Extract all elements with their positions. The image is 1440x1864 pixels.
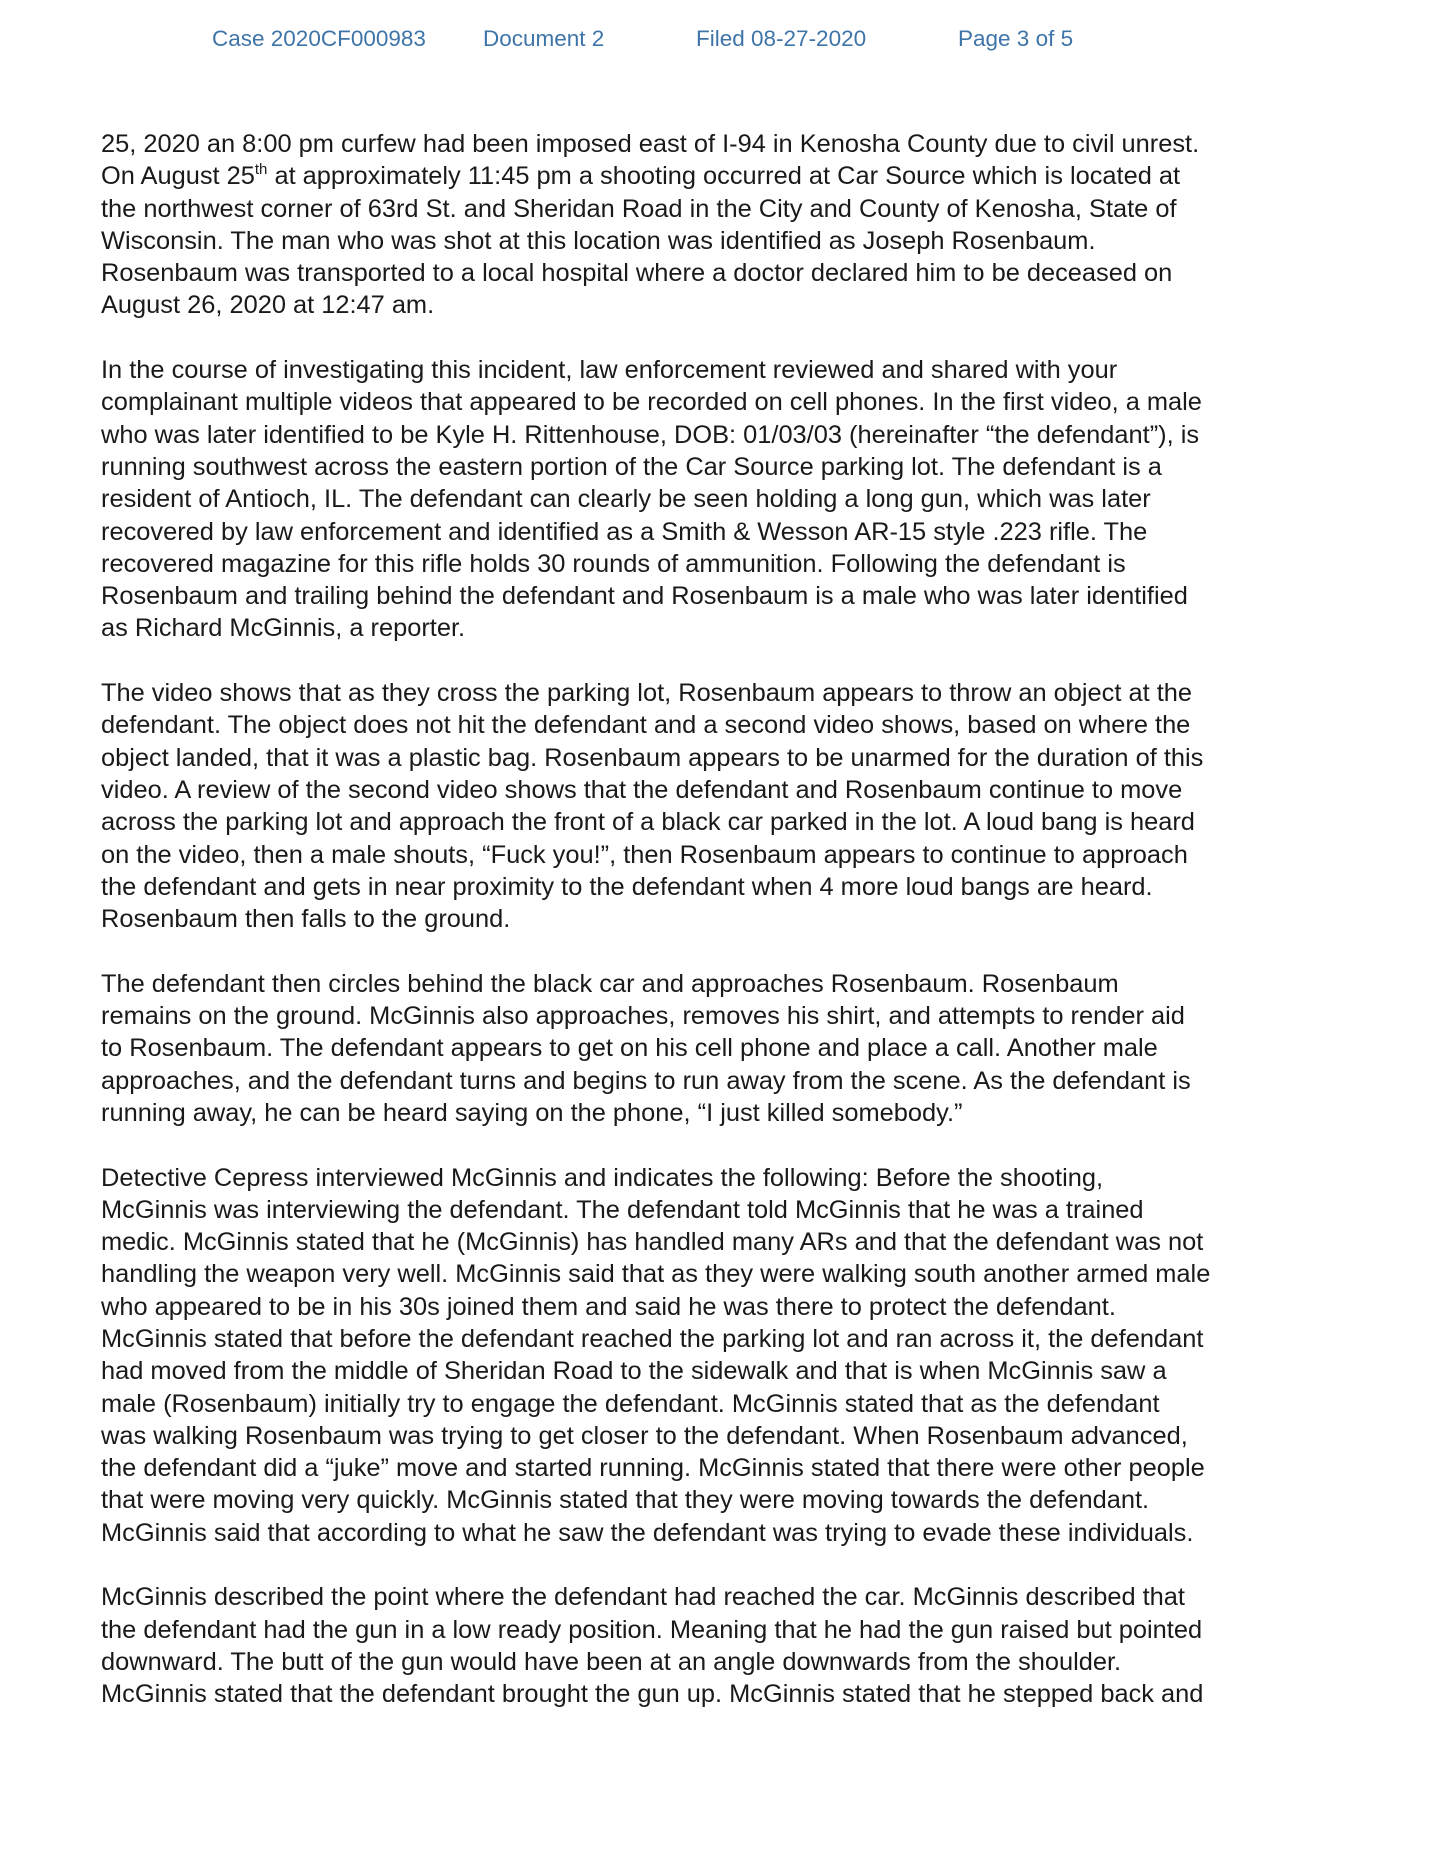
text-line: 25, 2020 an 8:00 pm curfew had been imposed east of I-94 in Kenosha County due to civil unrest. xyxy=(101,130,1200,158)
text-line: McGinnis was interviewing the defendant. The defendant told McGinnis that he was a trained xyxy=(101,1195,1144,1224)
text-line: had moved from the middle of Sheridan Road to the sidewalk and that is when McGinnis saw a xyxy=(101,1357,1167,1386)
text-line: approaches, and the defendant turns and begins to run away from the scene. As the defendant is xyxy=(101,1066,1191,1095)
text-line: McGinnis stated that the defendant brought the gun up. McGinnis stated that he stepped back and xyxy=(101,1680,1204,1709)
text-line: the defendant had the gun in a low ready position. Meaning that he had the gun raised but pointed xyxy=(101,1615,1203,1644)
paragraph xyxy=(101,968,1349,1129)
text-line: recovered by law enforcement and identified as a Smith & Wesson AR-15 style .223 rifle. The xyxy=(101,517,1148,546)
text-line: Wisconsin. The man who was shot at this location was identified as Joseph Rosenbaum. xyxy=(101,226,1096,255)
paragraph xyxy=(101,128,1349,322)
text-line: In the course of investigating this incident, law enforcement reviewed and shared with your xyxy=(101,356,1118,385)
text-line: video. A review of the second video shows that the defendant and Rosenbaum continue to move xyxy=(101,775,1183,804)
text-line: recovered magazine for this rifle holds 30 rounds of ammunition. Following the defendant is xyxy=(101,549,1126,578)
text-line: was walking Rosenbaum was trying to get closer to the defendant. When Rosenbaum advanced, xyxy=(101,1421,1188,1450)
text-line: who was later identified to be Kyle H. Rittenhouse, DOB: 01/03/03 (hereinafter “the defendant”), is xyxy=(101,420,1200,449)
page-number: Page 3 of 5 xyxy=(958,26,1074,51)
ordinal-suffix: th xyxy=(254,161,268,179)
text-line: Rosenbaum and trailing behind the defendant and Rosenbaum is a male who was later identified xyxy=(101,582,1188,611)
text-line: to Rosenbaum. The defendant appears to get on his cell phone and place a call. Another male xyxy=(101,1034,1158,1063)
text-line: medic. McGinnis stated that he (McGinnis) has handled many ARs and that the defendant was not xyxy=(101,1228,1204,1257)
text-line: resident of Antioch, IL. The defendant can clearly be seen holding a long gun, which was later xyxy=(101,485,1151,514)
text-line: the defendant did a “juke” move and started running. McGinnis stated that there were other people xyxy=(101,1454,1205,1483)
text-line: that were moving very quickly. McGinnis stated that they were moving towards the defendant. xyxy=(101,1486,1150,1515)
text-line: across the parking lot and approach the front of a black car parked in the lot. A loud bang is heard xyxy=(101,808,1195,837)
text-line: The video shows that as they cross the parking lot, Rosenbaum appears to throw an object at the xyxy=(101,679,1193,708)
text-line: McGinnis said that according to what he saw the defendant was trying to evade these individuals. xyxy=(101,1518,1194,1547)
paragraph xyxy=(101,677,1349,935)
text-line: August 26, 2020 at 12:47 am. xyxy=(101,291,435,320)
text-line: male (Rosenbaum) initially try to engage the defendant. McGinnis stated that as the defendant xyxy=(101,1389,1160,1418)
text-line xyxy=(101,160,1349,192)
document-body xyxy=(101,128,1349,1743)
text-line: Detective Cepress interviewed McGinnis and indicates the following: Before the shooting, xyxy=(101,1163,1104,1192)
text-line: handling the weapon very well. McGinnis said that as they were walking south another armed male xyxy=(101,1260,1211,1289)
text-line: remains on the ground. McGinnis also approaches, removes his shirt, and attempts to render aid xyxy=(101,1002,1185,1031)
text-line: the northwest corner of 63rd St. and Sheridan Road in the City and County of Kenosha, State of xyxy=(101,194,1177,223)
case-number: Case 2020CF000983 xyxy=(212,26,426,51)
text-line: on the video, then a male shouts, “Fuck you!”, then Rosenbaum appears to continue to approach xyxy=(101,840,1188,869)
paragraph xyxy=(101,1162,1349,1550)
text-line: McGinnis described the point where the defendant had reached the car. McGinnis described that xyxy=(101,1583,1185,1612)
text-line: Rosenbaum then falls to the ground. xyxy=(101,905,511,934)
text-line: object landed, that it was a plastic bag. Rosenbaum appears to be unarmed for the duration of this xyxy=(101,743,1204,772)
text-line: downward. The butt of the gun would have been at an angle downwards from the shoulder. xyxy=(101,1647,1122,1676)
text-fragment: On August 25 xyxy=(101,162,255,191)
text-line: who appeared to be in his 30s joined them and said he was there to protect the defendant. xyxy=(101,1292,1116,1321)
text-line: McGinnis stated that before the defendant reached the parking lot and ran across it, the defendant xyxy=(101,1324,1204,1353)
text-line: as Richard McGinnis, a reporter. xyxy=(101,614,466,643)
text-line: Rosenbaum was transported to a local hospital where a doctor declared him to be deceased on xyxy=(101,259,1173,288)
text-line: The defendant then circles behind the black car and approaches Rosenbaum. Rosenbaum xyxy=(101,969,1119,998)
text-line: complainant multiple videos that appeared to be recorded on cell phones. In the first video, a male xyxy=(101,388,1202,417)
filing-header xyxy=(0,26,1440,56)
text-fragment: at approximately 11:45 pm a shooting occurred at Car Source which is located at xyxy=(267,162,1181,191)
text-line: the defendant and gets in near proximity to the defendant when 4 more loud bangs are heard. xyxy=(101,872,1153,901)
text-line: running away, he can be heard saying on the phone, “I just killed somebody.” xyxy=(101,1098,963,1127)
text-line: defendant. The object does not hit the defendant and a second video shows, based on where the xyxy=(101,711,1191,740)
paragraph xyxy=(101,1581,1349,1710)
filed-date: Filed 08-27-2020 xyxy=(696,26,867,51)
paragraph xyxy=(101,354,1349,645)
text-line: running southwest across the eastern portion of the Car Source parking lot. The defendant is a xyxy=(101,452,1162,481)
document-number: Document 2 xyxy=(483,26,605,51)
